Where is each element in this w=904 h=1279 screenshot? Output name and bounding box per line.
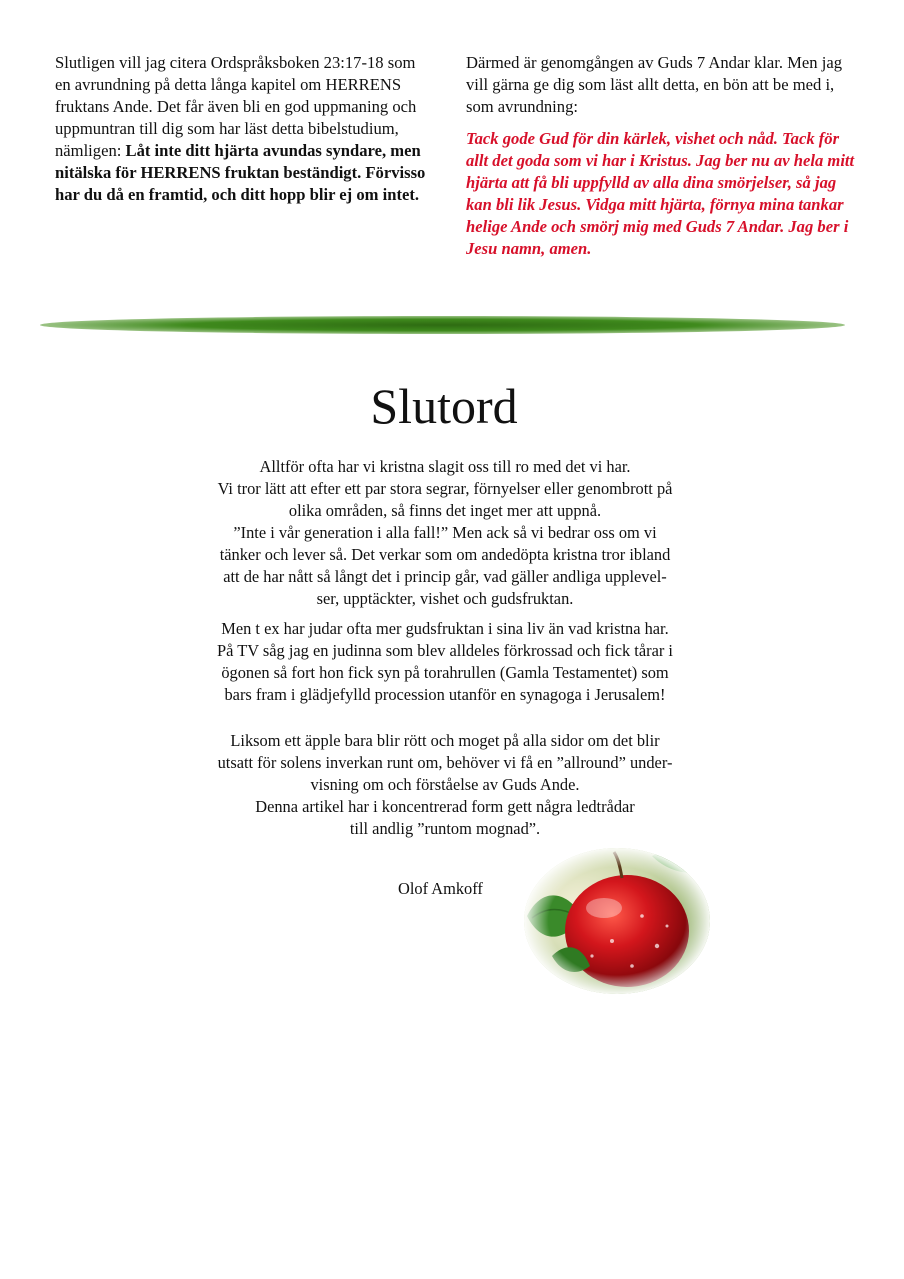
left-column bbox=[55, 52, 430, 206]
closing-text bbox=[180, 456, 710, 840]
text-line: Vi tror lätt att efter ett par stora segrar, förnyelser eller genombrott på bbox=[217, 479, 673, 498]
section-title: Slutord bbox=[370, 378, 518, 434]
prayer-text: Tack gode Gud för din kärlek, vishet och nåd. Tack för allt det goda som vi har i Kristus. Jag ber nu av hela mitt hjärta att få bli uppfylld av alla dina smörjelser, så jag kan bli lik Jesus. Vidga mitt hjärta, förnya mina tankar helige Ande och smörj mig med Guds 7 Andar. Jag ber i Jesu namn, amen. bbox=[466, 129, 855, 258]
text-line: ögonen så fort hon fick syn på torahrullen (Gamla Testamentet) som bbox=[221, 663, 669, 682]
apple-image bbox=[522, 846, 712, 996]
green-divider bbox=[40, 316, 845, 334]
text-line: Liksom ett äpple bara blir rött och moget på alla sidor om det blir bbox=[230, 731, 660, 750]
text-line: ”Inte i vår generation i alla fall!” Men ack så vi bedrar oss om vi bbox=[233, 523, 657, 542]
paragraph-2 bbox=[180, 618, 710, 706]
author-name: Olof Amkoff bbox=[398, 879, 483, 898]
text-line: tänker och lever så. Det verkar som om andedöpta kristna tror ibland bbox=[219, 545, 671, 564]
text-line: Alltför ofta har vi kristna slagit oss till ro med det vi har. bbox=[259, 457, 631, 476]
paragraph-1 bbox=[180, 456, 710, 610]
text-line: ser, upptäckter, vishet och gudsfruktan. bbox=[316, 589, 574, 608]
left-column-text bbox=[55, 52, 430, 206]
text-line: bars fram i glädjefylld procession utanför en synagoga i Jerusalem! bbox=[224, 685, 666, 704]
text-line: olika områden, så finns det inget mer att uppnå. bbox=[288, 501, 602, 520]
left-intro: Slutligen vill jag citera Ordspråksboken 23:17-18 som en avrundning på detta långa kapitel om HERRENS fruktans Ande. Det får även bli en god uppmaning och uppmuntran till dig som har läst detta bibelstudium, nämligen: bbox=[55, 53, 417, 160]
text-line: till andlig ”runtom mognad”. bbox=[349, 819, 541, 838]
apple-icon bbox=[522, 846, 712, 996]
text-line: utsatt för solens inverkan runt om, behöver vi få en ”allround” under- bbox=[217, 753, 673, 772]
text-line: visning om och förståelse av Guds Ande. bbox=[310, 775, 580, 794]
right-column bbox=[466, 52, 856, 260]
proverbs-quote: Låt inte ditt hjärta avundas syndare, men nitälska för HERRENS fruktan beständigt. Förvisso har du då en framtid, och ditt hopp blir ej om intet. bbox=[55, 141, 426, 204]
right-intro: Därmed är genomgången av Guds 7 Andar klar. Men jag vill gärna ge dig som läst allt detta, en bön att be med i, som avrundning: bbox=[466, 53, 843, 116]
text-line: På TV såg jag en judinna som blev alldeles förkrossad och fick tårar i bbox=[217, 641, 673, 660]
paragraph-3 bbox=[180, 730, 710, 840]
text-line: att de har nått så långt det i princip går, vad gäller andliga upplevel- bbox=[223, 567, 667, 586]
text-line: Denna artikel har i koncentrerad form gett några ledtrådar bbox=[255, 797, 635, 816]
text-line: Men t ex har judar ofta mer gudsfruktan i sina liv än vad kristna har. bbox=[221, 619, 669, 638]
